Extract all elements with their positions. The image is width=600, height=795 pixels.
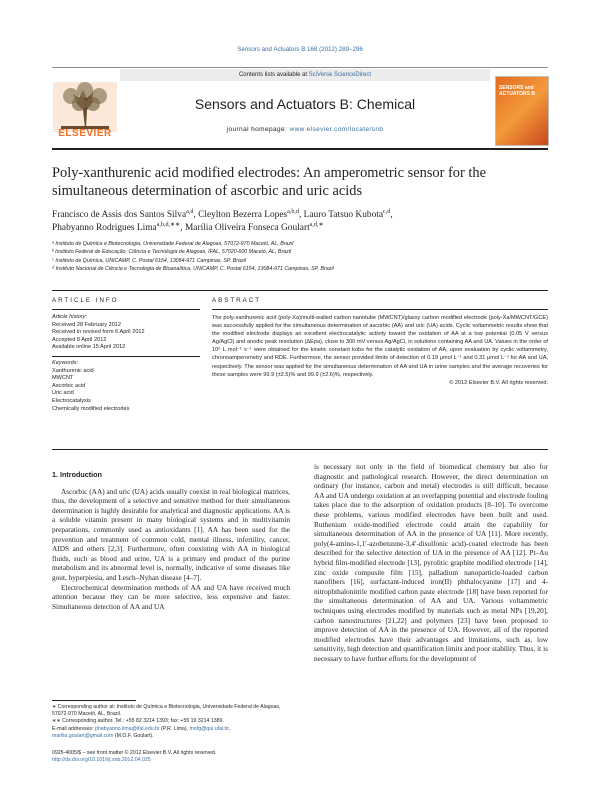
issn-line: 0925-4005/$ – see front matter © 2012 Elsevier B.V. All rights reserved. [52,750,217,756]
journal-homepage [120,126,490,133]
author-affil-marks: c,d [383,208,391,215]
author-name[interactable]: Phabyanno Rodrigues Lima [52,223,157,233]
email-suffix: , [228,725,231,732]
email-link[interactable]: marilia.goulart@gmail.com [52,732,114,739]
corresponding-author-note: ∗∗ Corresponding author. Tel.: +55 82 3214 1393; fax: +55 19 3214 1389. [52,718,224,725]
doi-link[interactable]: http://dx.doi.org/10.1016/j.snb.2012.04.025 [52,757,151,764]
journal-reference[interactable]: Sensors and Actuators B 168 (2012) 289–296 [237,46,363,53]
affiliation-item: ᶜ Instituto de Química, UNICAMP, C. Postal 6154, 13084-971 Campinas, SP, Brazil [52,257,246,264]
author-line-1 [52,209,548,222]
author-name[interactable]: Lauro Tatsuo Kubota [303,210,384,220]
author-list [52,209,548,235]
email-addresses [52,726,290,733]
homepage-link[interactable]: www.elsevier.com/locate/snb [289,126,384,133]
abstract-rule [212,309,548,310]
author-affil-marks: a,d [186,208,194,215]
abstract-body [212,314,548,387]
homepage-prefix: journal homepage: [226,126,290,133]
body-column-left [52,470,290,611]
history-item: Accepted 8 April 2012 [52,336,107,343]
body-column-right [314,462,548,663]
author-line-2 [52,222,548,235]
journal-cover-thumbnail[interactable] [495,76,549,146]
keyword-item: Ascorbic acid [52,382,86,389]
affiliation-item: ᵈ Instituto Nacional de Ciência e Tecnologia de Bioanalítica, UNICAMP, C. Postal 6154, 13084-971 Campinas, SP, Brazil [52,266,334,273]
author-separator: , [298,210,304,220]
contents-prefix: Contents lists available at [238,72,309,78]
footnotes [52,704,290,740]
article-info-separator [52,356,200,357]
history-item: Available online 15 April 2012 [52,344,126,351]
author-name[interactable]: Marília Oliveira Fonseca Goulart [184,223,310,233]
affiliation-item: ᵃ Instituto de Química e Biotecnologia, Universidade Federal de Alagoas, 57072-970 Maceió, AL, Brazil [52,241,294,247]
email-addresses-continued [52,733,290,740]
article-title-line-2: simultaneous determination of ascorbic and uric acids [52,183,363,199]
info-top-rule [52,290,548,291]
author-name[interactable]: Francisco de Assis dos Santos Silva [52,210,187,220]
email-prefix: E-mail addresses: [52,725,95,732]
footnote-rule [52,700,136,701]
abstract-bottom-rule [52,449,548,450]
journal-title: Sensors and Actuators B: Chemical [194,96,416,112]
article-info-body [52,314,200,413]
keyword-item: Chemically modified electrodes [52,405,130,412]
history-item: Received in revised form 6 April 2012 [52,329,145,336]
email-link[interactable]: phabyanno.lima@ifal.edu.br [94,725,160,732]
intro-paragraph: Ascorbic (AA) and uric (UA) acids usually coexist in real biological matrices, thus, the development of a selective and sensitive method for their simultaneous determination is highly desirable for analytical and diagnostic applications. AA is a soluble vitamin present in many biological systems and in multivitamin preparations, commonly used as antioxidants [1]. AA has been used for the prevention and treatment of common cold, mental illness, infertility, cancer, AIDS and others [2,3]. Furthermore, often coexisting with AA in biological fluids, such as blood and urine, UA is a primary end product of the purine metabolism and its abnormal level is, normally, indicative of some diseases like gout, hyperpiesia, and Lesch–Nyhan disease [4–7]. [52,486,290,582]
author-separator: , [390,210,393,220]
email-suffix: (M.O.F. Goulart). [113,732,154,739]
article-info-rule [52,309,200,310]
affiliations [52,240,548,274]
affiliation-item: ᵇ Instituto Federal de Educação, Ciência e Tecnologia de Alagoas, IFAL, 57020-600 Maceió, AL, Brazil [52,249,292,256]
intro-paragraph-continued: is necessary not only in the field of biomedical chemistry but also for diagnostic and pathological research. However, the direct determination on ordinary (for instance, carbon and metal) electrodes is still difficult, because AA and UA undergo oxidation at an overlapping potential and electrode fouling takes place due to the adsorption of oxidation products [8–10]. To overcome these problems, various modified electrodes have been built and used. Ruthenium oxide-modified electrode could attain the capability for simultaneous determination of AA in the presence of UA [11]. More recently, poly(4-amino-1,1′-azobenzene-3,4′-disulfonic acid)-coated electrode has been described for the selective detection of UA in the presence of AA [12]. Pt–Au hybrid film-modified electrode [13], pyrolitic graphite modified electrode [14], zinc oxide composite film [15], palladium nanoparticle-loaded carbon nanofibers [16], surfactant-induced iron(II) phthalocyanine [17] and 4-nitrophthalonitrile modified carbon paste electrode [18] have been reported for the simultaneous determination of AA and UA. Various voltammetric techniques using electrodes modified by materials such as metal NPs [19,20], carbon nanostructures [21,22] and polymers [23] have been proposed to improve detection of AA in the presence of UA. However, all of the reported modified electrodes have their advantages and limitations, such as, low sensitivity, high detection and quantification limits and poor stability. Thus, it is necessary to have further efforts for the development of [314,462,548,663]
keyword-item: MWCNT [52,375,74,382]
keywords-label: Keywords: [52,359,79,366]
header-bottom-rule [52,148,548,150]
keyword-item: Electrocatalysis [52,397,91,404]
author-separator: , [180,223,185,233]
article-info-heading: ARTICLE INFO [52,297,119,304]
article-identifiers [52,750,290,764]
cover-title: SENSORS and ACTUATORS B [499,85,535,97]
abstract-copyright: © 2012 Elsevier B.V. All rights reserved. [449,379,548,386]
author-name[interactable]: Cleylton Bezerra Lopes [198,210,288,220]
keyword-item: Xanthurenic acid [52,367,94,374]
article-title [52,164,548,200]
article-title-line-1: Poly-xanthurenic acid modified electrodes: An amperometric sensor for the [52,165,486,181]
sciencedirect-link[interactable]: SciVerse ScienceDirect [308,72,372,78]
contents-bar [120,69,490,81]
author-affil-marks: a,b,d,∗∗ [156,221,181,228]
author-separator: , [193,210,199,220]
intro-paragraph: Electrochemical determination methods of AA and UA have received much attention because they can be more selective, less expensive and faster. Simultaneous detection of AA and UA [52,582,290,611]
email-suffix: (P.R. Lima), [159,725,190,732]
introduction-heading: 1. Introduction [52,470,102,479]
author-affil-marks: a,b,d [287,208,299,215]
history-item: Received 28 February 2012 [52,321,122,328]
header-top-rule [52,67,548,68]
keyword-item: Uric acid [52,390,74,397]
corresponding-author-note: ∗ Corresponding author at: Instituto de Química e Biotecnologia, Universidade Federal de Alagoas, 57072-970 Maceió, AL, Brazil. [52,704,281,718]
history-label: Article history: [52,314,88,320]
abstract-text: The poly-xanthurenic acid (poly-Xa)/multi-walled carbon nanotube (MWCNT)/glassy carbon modified electrode (poly-Xa/MWCNT/GCE) was successfully applied for the simultaneous determination of ascorbic (AA) and uric (UA) acids. Cyclic voltammetric results show that the modified electrode displays an excellent electrocatalytic activity toward the oxidation of AA at a low potential (0.05 V versus Ag/AgCl) and anodic peak resolution (ΔEpa), close to 300 mV versus Ag/AgCl, in solutions containing AA and UA. Values in the order of 10⁶ L mol⁻¹ s⁻¹ were obtained for the kinetic constant kobs for the catalytic oxidation of AA, upon evaluation by cyclic voltammetry, chronoamperometry and RDE. Furthermore, the sensor provided limits of detection of 0.19 μmol L⁻¹ and 0.31 μmol L⁻¹ for AA and UA, respectively. The sensor was applied for the simultaneous determination of AA and UA in urine samples and the average recoveries for these samples were 99.9 (±2.5)% and 99.9 (±2.6)%, respectively. [212,315,548,378]
abstract-heading: ABSTRACT [212,297,262,304]
publisher-wordmark: ELSEVIER [58,128,112,139]
email-link[interactable]: mofg@qui.ufal.br [189,725,229,732]
author-affil-marks: a,d,∗ [309,221,324,228]
